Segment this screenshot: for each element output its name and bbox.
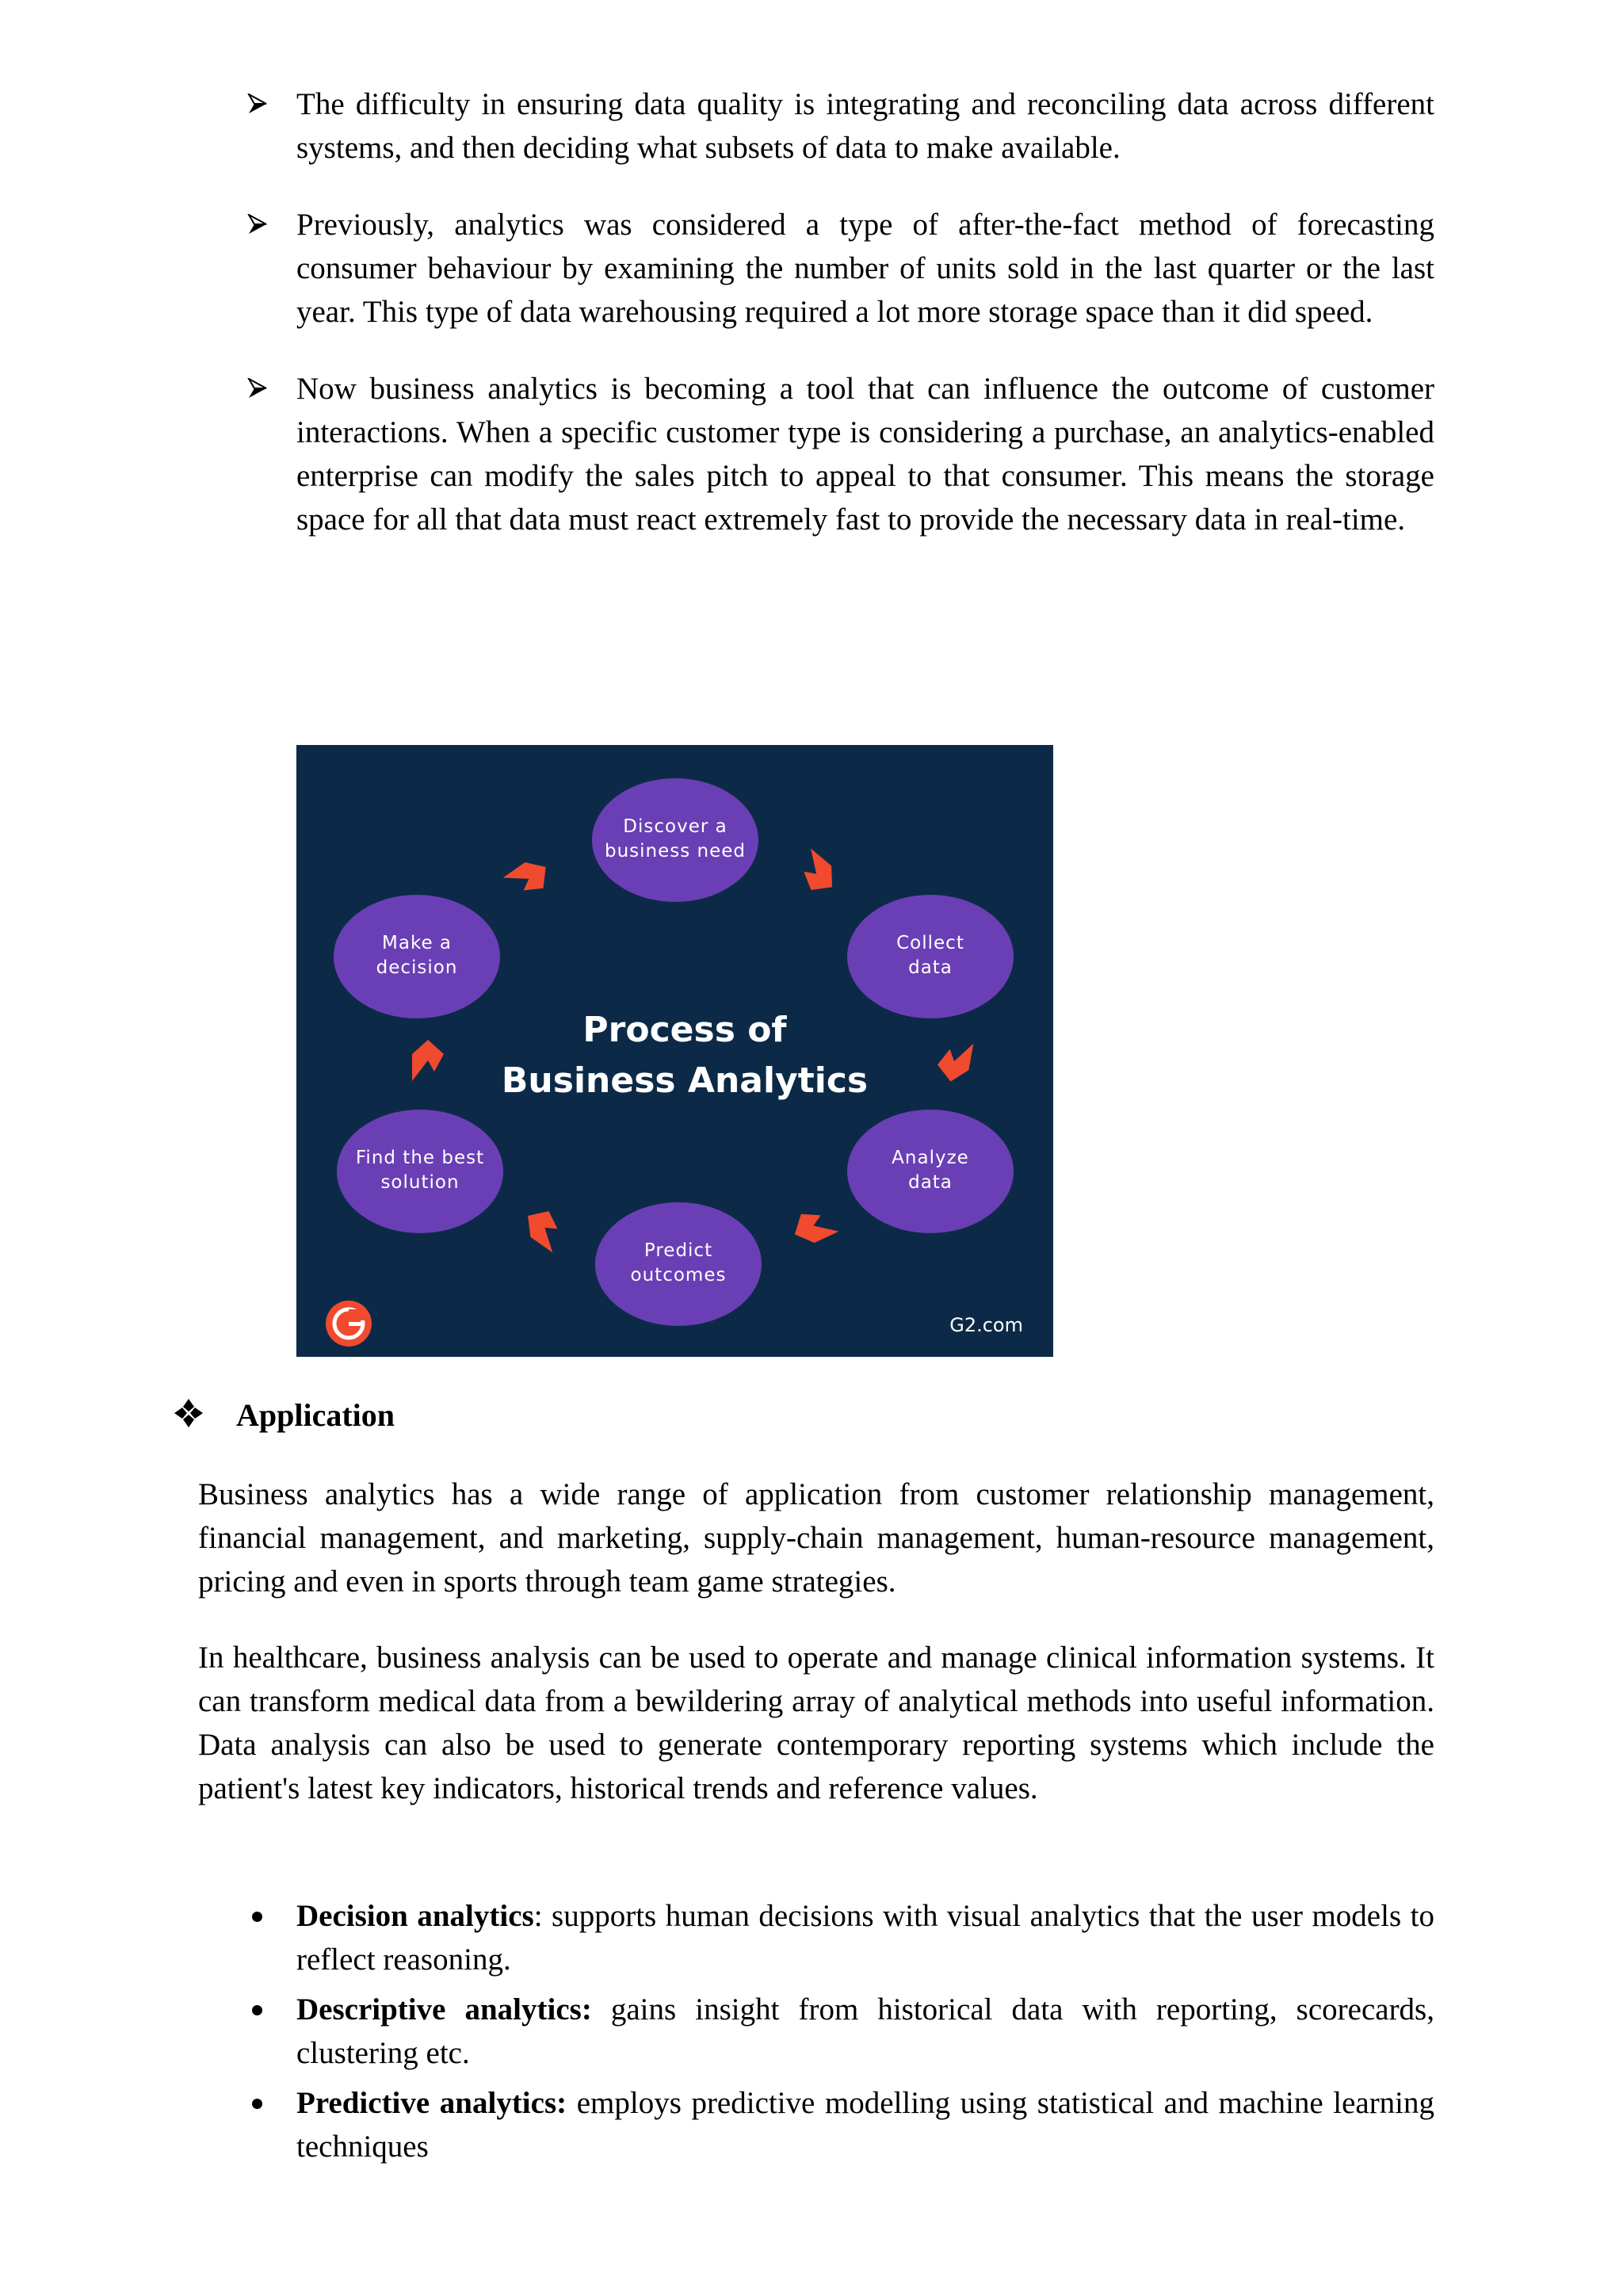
step-node-find-solution [337, 1110, 503, 1233]
step-node-analyze [847, 1110, 1014, 1233]
flow-arrow-icon [412, 1040, 444, 1081]
flow-arrow-icon [935, 1038, 973, 1084]
step-node-decision [334, 895, 500, 1018]
step-label-line1: Discover a [623, 816, 727, 837]
figure-brand: G2.com [949, 1314, 1023, 1336]
step-label-line2: business need [604, 841, 747, 861]
bullet-text: supports human decisions with visual analytics that the user models to reflect reasoning. [296, 1899, 1434, 1977]
figure-title-line1: Process of [582, 1010, 787, 1050]
step-label-line1: Predict [643, 1240, 713, 1261]
bullet-term: Predictive analytics: [296, 2086, 567, 2120]
flow-arrow-icon [519, 1203, 571, 1253]
figure-title-line2: Business Analytics [501, 1060, 869, 1101]
bullet-term: Decision analytics [296, 1899, 534, 1933]
dot-bullet-list [246, 1894, 1434, 2175]
step-label-line1: Collect [896, 933, 964, 953]
paragraph: Business analytics has a wide range of application from customer relationship management, financial management, and marketing, supply-chain management, human-resource management, pricing and even in sports through team game strategies. [198, 1477, 1434, 1599]
flow-arrow-icon [503, 854, 556, 904]
arrow-bullet-text: The difficulty in ensuring data quality is integrating and reconciling data across different systems, and then deciding what subsets of data to make available. [296, 87, 1434, 165]
bullet-dot-icon [252, 2005, 262, 2015]
arrow-bullet-icon [246, 203, 273, 246]
step-label-line2: data [908, 1172, 953, 1193]
four-diamond-icon [173, 1396, 204, 1428]
step-label-line2: solution [380, 1172, 460, 1193]
bullet-term: Descriptive analytics: [296, 1992, 592, 2027]
bullet-text: gains insight from historical data with reporting, scorecards, clustering etc. [296, 1992, 1434, 2070]
bullet-dot-icon [252, 1912, 262, 1922]
bullet-term-sep: : [533, 1899, 543, 1933]
bullet-dot-icon [252, 2099, 262, 2109]
arrow-bullet-text: Previously, analytics was considered a type of after-the-fact method of forecasting consumer behaviour by examining the number of units sold in the last quarter or the last year. This type of data warehousing required a lot more storage space than it did speed. [296, 208, 1434, 329]
section-heading-text: Application [236, 1397, 395, 1433]
arrow-bullet-item [246, 203, 1434, 334]
step-label-line2: data [908, 957, 953, 978]
arrow-bullet-icon [246, 82, 273, 126]
flow-arrow-icon [790, 849, 842, 900]
arrow-bullet-item [246, 367, 1434, 541]
step-node-discover [592, 778, 758, 902]
step-node-predict [595, 1202, 762, 1326]
step-label-line2: decision [376, 957, 458, 978]
step-label-line1: Analyze [892, 1148, 969, 1168]
process-diagram [296, 745, 1053, 1357]
step-label-line2: outcomes [630, 1265, 727, 1286]
arrow-bullet-item [246, 82, 1434, 170]
process-figure [296, 745, 1053, 1357]
arrow-bullet-text: Now business analytics is becoming a tool that can influence the outcome of customer interactions. When a specific customer type is considering a purchase, an analytics-enabled enterprise can modify the sales pitch to appeal to that consumer. This means the storage space for all that data must react extremely fast to provide the necessary data in real-time. [296, 372, 1434, 537]
dot-bullet-item [246, 2081, 1434, 2168]
step-label-line1: Find the best [355, 1148, 485, 1168]
arrow-bullet-icon [246, 367, 273, 411]
flow-arrow-icon [788, 1202, 838, 1248]
bullet-text: employs predictive modelling using statistical and machine learning techniques [296, 2086, 1435, 2164]
paragraph: In healthcare, business analysis can be used to operate and manage clinical information systems. It can transform medical data from a bewildering array of analytical methods into useful information. Data analysis can also be used to generate contemporary reporting systems which include the patient's latest key indicators, historical trends and reference values. [198, 1641, 1434, 1805]
step-node-collect [847, 895, 1014, 1018]
dot-bullet-item [246, 1988, 1434, 2075]
arrow-bullet-list [246, 82, 1434, 575]
g2-logo-icon [326, 1301, 372, 1347]
step-label-line1: Make a [382, 933, 452, 953]
dot-bullet-item [246, 1894, 1434, 1981]
